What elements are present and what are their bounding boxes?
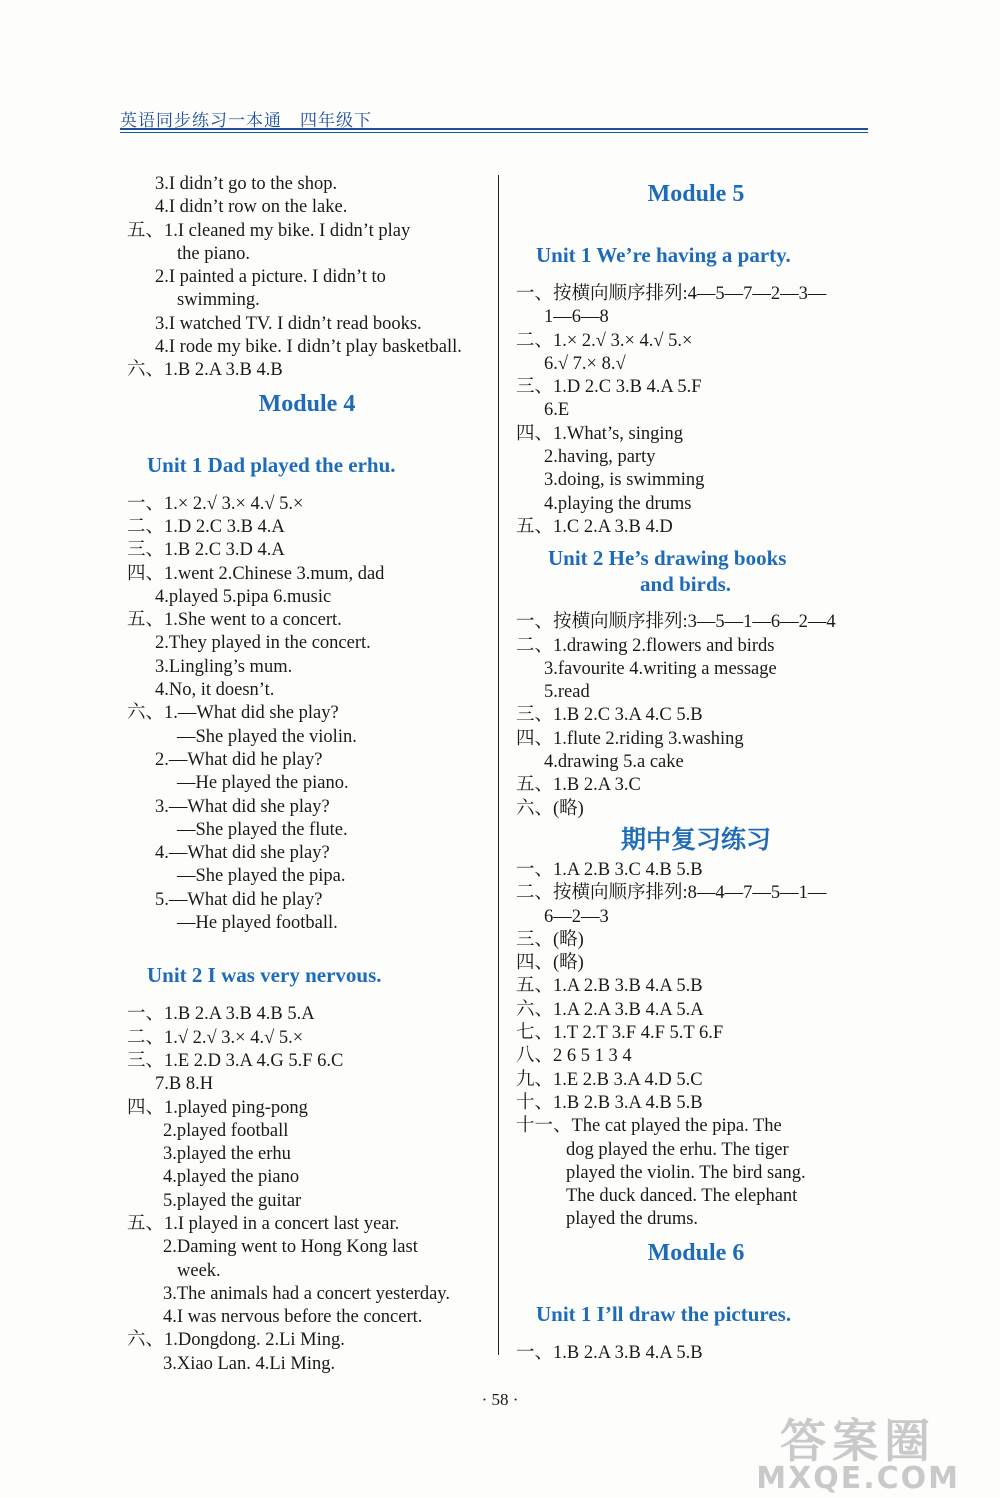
answer-line: the piano. (177, 243, 250, 264)
answer-line: 四、1.flute 2.riding 3.washing (516, 728, 744, 749)
answer-line: 4.I didn’t row on the lake. (155, 197, 348, 218)
answer-line: 4.I rode my bike. I didn’t play basketball. (155, 337, 462, 358)
column-divider (498, 175, 499, 1355)
answer-line: 三、1.D 2.C 3.B 4.A 5.F (516, 377, 702, 398)
answer-line: 4.I was nervous before the concert. (163, 1307, 423, 1328)
page-number: · 58 · (481, 1390, 519, 1409)
answer-line: 3.Xiao Lan. 4.Li Ming. (163, 1353, 336, 1374)
answer-line: 1—6—8 (544, 307, 609, 328)
answer-line: week. (177, 1260, 221, 1281)
module-heading: Module 4 (258, 390, 356, 417)
section-title: 期中复习练习 (620, 824, 771, 854)
answer-line: 十一、The cat played the pipa. The (516, 1116, 782, 1137)
answer-line: —She played the pipa. (177, 866, 346, 887)
answer-line: 7.B 8.H (155, 1074, 214, 1095)
answer-line: 一、1.B 2.A 3.B 4.B 5.A (127, 1004, 315, 1025)
answer-line: 四、(略) (516, 953, 584, 974)
answer-line: played the drums. (566, 1209, 699, 1230)
spacer (516, 215, 876, 233)
spacer (127, 935, 487, 953)
module-heading: Module 5 (647, 181, 745, 207)
answer-line: 6.E (544, 400, 570, 421)
answer-line: 2.played football (163, 1120, 289, 1141)
answer-line: 一、按横向顺序排列:4—5—7—2—3— (516, 284, 827, 304)
answer-line: 3.—What did she play? (155, 796, 330, 817)
answer-line: 一、1.× 2.√ 3.× 4.√ 5.× (127, 493, 304, 514)
grade-label: 四年级下 (300, 111, 372, 131)
spacer (516, 1274, 876, 1292)
answer-line: 八、2 6 5 1 3 4 (516, 1046, 632, 1067)
answer-line: 五、1.A 2.B 3.B 4.A 5.B (516, 976, 703, 997)
answer-line: played the violin. The bird sang. (566, 1162, 806, 1183)
answer-line: 4.—What did she play? (155, 843, 330, 864)
answer-line: 九、1.E 2.B 3.A 4.D 5.C (516, 1069, 703, 1090)
header-rule (120, 128, 868, 130)
watermark-logo (756, 1414, 960, 1496)
answer-line: 五、1.I cleaned my bike. I didn’t play (127, 220, 411, 241)
answer-line: 七、1.T 2.T 3.F 4.F 5.T 6.F (516, 1023, 724, 1044)
answer-line: 3.played the erhu (163, 1144, 291, 1165)
answer-line: 2.I painted a picture. I didn’t to (155, 267, 386, 288)
answer-line: 2.—What did he play? (155, 749, 323, 770)
answer-line: —He played the piano. (177, 773, 349, 794)
answer-line: 一、1.A 2.B 3.C 4.B 5.B (516, 859, 703, 880)
module-heading: Module 6 (647, 1239, 745, 1266)
answer-line: 5.played the guitar (163, 1190, 302, 1211)
answer-line: 六、1.B 2.A 3.B 4.B (127, 360, 283, 381)
answer-line: 二、按横向顺序排列:8—4—7—5—1— (516, 883, 827, 904)
answer-line: 四、1.played ping-pong (127, 1097, 308, 1118)
answer-line: 六、1.A 2.A 3.B 4.A 5.A (516, 999, 704, 1020)
answer-line: 4.drawing 5.a cake (544, 752, 684, 773)
header-rule-thin (120, 132, 868, 133)
spacer (127, 425, 487, 443)
answer-line: 二、1.D 2.C 3.B 4.A (127, 516, 285, 537)
answer-line: 3.favourite 4.writing a message (544, 658, 777, 679)
answer-line: 3.I watched TV. I didn’t read books. (155, 313, 422, 334)
answer-line: 五、1.B 2.A 3.C (516, 775, 641, 796)
answer-line: 5.read (544, 682, 590, 703)
answer-line: 4.No, it doesn’t. (155, 680, 275, 701)
answer-line: The duck danced. The elephant (566, 1186, 798, 1207)
answer-line: 6—2—3 (544, 906, 609, 927)
answer-line: 一、按横向顺序排列:3—5—1—6—2—4 (516, 612, 836, 633)
answer-line: 五、1.She went to a concert. (127, 610, 342, 631)
unit-heading: Unit 1 I’ll draw the pictures. (536, 1301, 792, 1326)
unit-heading-line: and birds. (640, 572, 732, 597)
answer-line: 5.—What did he play? (155, 889, 323, 910)
answer-line: 3.I didn’t go to the shop. (155, 174, 338, 194)
answer-line: 一、1.B 2.A 3.B 4.A 5.B (516, 1342, 703, 1363)
answer-line: 二、1.× 2.√ 3.× 4.√ 5.× (516, 330, 693, 351)
answer-line: 3.The animals had a concert yesterday. (163, 1283, 450, 1304)
answer-line: 四、1.What’s, singing (516, 423, 684, 444)
answer-line: 二、1.√ 2.√ 3.× 4.√ 5.× (127, 1027, 304, 1048)
answer-line: —She played the violin. (177, 726, 357, 747)
unit-heading: Unit 1 Dad played the erhu. (147, 452, 396, 477)
answer-line: 四、1.went 2.Chinese 3.mum, dad (127, 563, 385, 584)
unit-heading (516, 545, 876, 597)
answer-line: 六、1.Dongdong. 2.Li Ming. (127, 1330, 345, 1351)
answer-line: 4.played 5.pipa 6.music (155, 586, 332, 607)
answer-line: 6.√ 7.× 8.√ (544, 353, 626, 374)
answer-line: 六、(略) (516, 798, 584, 819)
answer-line: 三、1.B 2.C 3.A 4.C 5.B (516, 705, 703, 726)
answer-line: 五、1.I played in a concert last year. (127, 1213, 400, 1234)
answer-line: 2.Daming went to Hong Kong last (163, 1237, 418, 1258)
answer-line: 2.They played in the concert. (155, 633, 371, 654)
answer-line: dog played the erhu. The tiger (566, 1139, 789, 1160)
answer-line: 2.having, party (544, 447, 656, 468)
answer-line: 三、1.E 2.D 3.A 4.G 5.F 6.C (127, 1050, 344, 1071)
answer-line: 4.played the piano (163, 1167, 300, 1188)
answer-line: 五、1.C 2.A 3.B 4.D (516, 516, 673, 537)
answer-line: —He played football. (177, 913, 338, 934)
book-title: 英语同步练习一本通 (120, 111, 282, 131)
left-column (127, 173, 487, 1376)
answer-line: swimming. (177, 290, 260, 311)
unit-heading: Unit 1 We’re having a party. (536, 243, 791, 267)
answer-line: —She played the flute. (177, 819, 348, 840)
answer-line: 三、1.B 2.C 3.D 4.A (127, 540, 285, 561)
answer-line: 3.Lingling’s mum. (155, 656, 293, 677)
answer-line: 二、1.drawing 2.flowers and birds (516, 635, 775, 656)
answer-line: 六、1.—What did she play? (127, 703, 339, 724)
answer-line: 十、1.B 2.B 3.A 4.B 5.B (516, 1092, 703, 1113)
watermark-text: 答案圈 (780, 1414, 937, 1468)
watermark-url: MXQE.COM (756, 1461, 960, 1496)
answer-line: 三、(略) (516, 929, 584, 950)
unit-heading: Unit 2 I was very nervous. (147, 963, 382, 988)
unit-heading-line: Unit 2 He’s drawing books (548, 546, 787, 571)
answer-line: 3.doing, is swimming (544, 470, 705, 491)
answer-line: 4.playing the drums (544, 493, 692, 514)
right-column (516, 173, 876, 1365)
